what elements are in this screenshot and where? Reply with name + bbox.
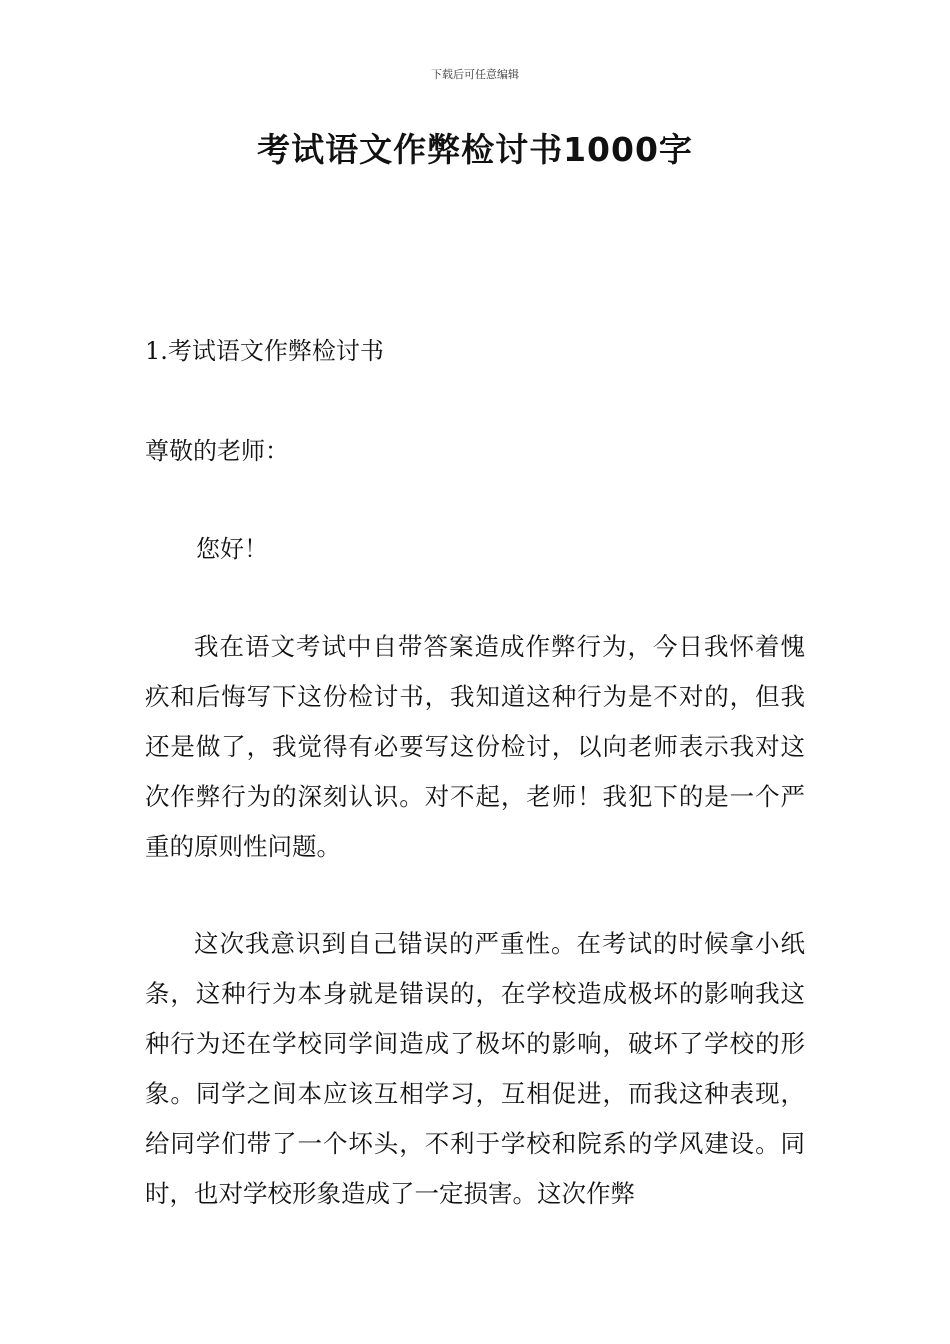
body-paragraph: 我在语文考试中自带答案造成作弊行为，今日我怀着愧疚和后悔写下这份检讨书，我知道这种行为是不对的，但我还是做了，我觉得有必要写这份检讨，以向老师表示我对这次作弊行为的深刻认识。对不起，老师！我犯下的是一个严重的原则性问题。 (145, 632, 805, 861)
salutation: 尊敬的老师： (145, 437, 289, 465)
header-note: 下载后可任意编辑 (431, 68, 519, 81)
body-paragraph: 这次我意识到自己错误的严重性。在考试的时候拿小纸条，这种行为本身就是错误的，在学校造成极坏的影响我这种行为还在学校同学间造成了极坏的影响，破坏了学校的形象。同学之间本应该互相学习，互相促进，而我这种表现，给同学们带了一个坏头，不利于学校和院系的学风建设。同时，也对学校形象造成了一定损害。这次作弊 (145, 929, 805, 1208)
section-heading: 1.考试语文作弊检讨书 (145, 337, 384, 365)
document-title: 考试语文作弊检讨书1000字 (257, 130, 693, 169)
greeting: 您好！ (196, 535, 268, 563)
